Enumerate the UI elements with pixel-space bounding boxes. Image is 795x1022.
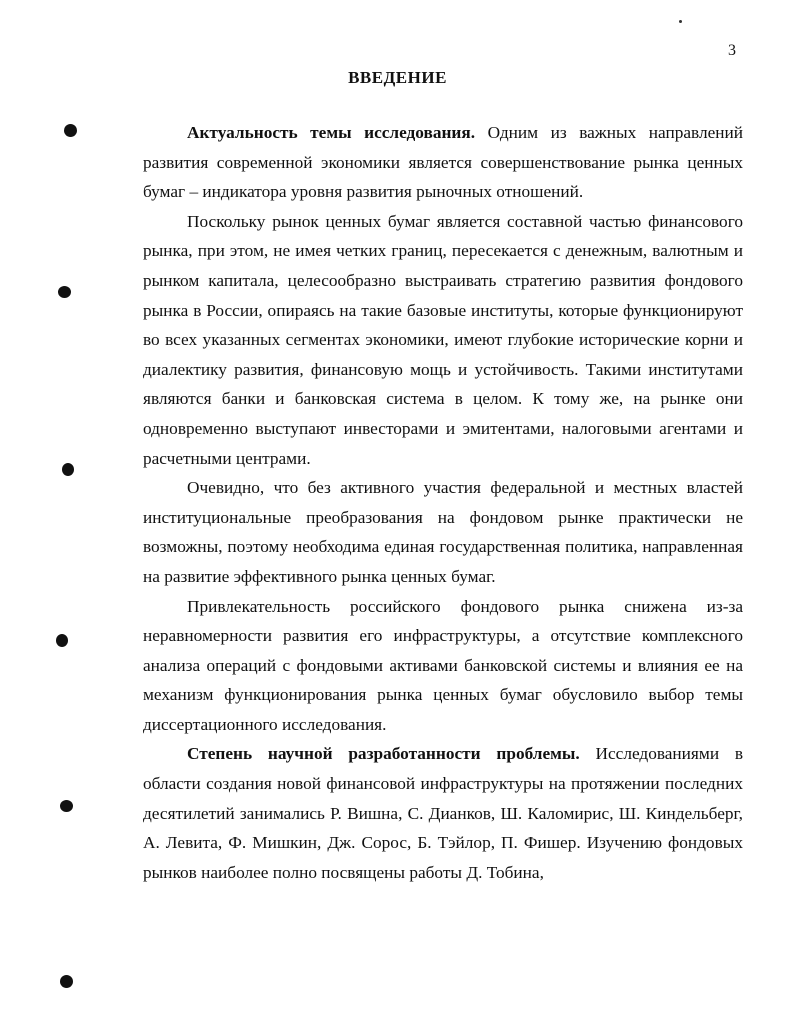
paragraph-securities-market xyxy=(143,207,743,473)
page-number: 3 xyxy=(728,42,736,59)
paragraph-text: Поскольку рынок ценных бумаг является составной частью финансового рынка, при этом, не имея четких границ, пересекается с денежным, валютным и рынком капитала, целесообразно выстраивать стратегию развития фондового рынка в России, опираясь на такие базовые институты, которые функционируют во всех указанных сегментах экономики, имеют глубокие исторические корни и диалектику развития, финансовую мощь и устойчивость. Такими институтами являются банки и банковская система в целом. К тому же, на рынке они одновременно выступают инвесторами и эмитентами, налоговыми агентами и расчетными центрами. xyxy=(143,211,743,468)
punch-hole-mark xyxy=(56,634,68,647)
paragraph-research-degree xyxy=(143,739,743,887)
punch-hole-mark xyxy=(60,800,73,812)
paragraph-text: Привлекательность российского фондового рынка снижена из-за неравномерности развития его инфраструктуры, а отсутствие комплексного анализа операций с фондовыми активами банковской системы и влияния ее на механизм функционирования рынка ценных бумаг обусловило выбор темы диссертационного исследования. xyxy=(143,596,743,734)
punch-hole-mark xyxy=(58,286,71,298)
punch-hole-mark xyxy=(64,124,77,137)
punch-hole-mark xyxy=(60,975,73,988)
paragraph-state-policy xyxy=(143,473,743,591)
paragraph-relevance xyxy=(143,118,743,207)
paragraph-attractiveness xyxy=(143,592,743,740)
paragraph-text: Одним из важных направлений развития современной экономики является совершенствование рынка ценных бумаг – индикатора уровня развития рыночных отношений. xyxy=(143,123,743,202)
scan-speck xyxy=(679,20,682,23)
document-body xyxy=(143,118,743,887)
page-title: ВВЕДЕНИЕ xyxy=(348,68,447,87)
punch-hole-mark xyxy=(62,463,74,476)
paragraph-text: Исследованиями в области создания новой финансовой инфраструктуры на протяжении последних десятилетий занимались Р. Вишна, С. Дианков, Ш. Каломирис, Ш. Киндельберг, А. Левита, Ф. Мишкин, Дж. Сорос, Б. Тэйлор, П. Фишер. Изучению фондовых рынков наиболее полно посвящены работы Д. Тобина, xyxy=(143,744,743,882)
paragraph-lead: Актуальность темы исследования. xyxy=(187,123,476,142)
paragraph-lead: Степень научной разработанности проблемы. xyxy=(187,744,580,764)
paragraph-text: Очевидно, что без активного участия федеральной и местных властей институциональные преобразования на фондовом рынке практически не возможны, поэтому необходима единая государственная политика, направленная на развитие эффективного рынка ценных бумаг. xyxy=(143,478,743,586)
